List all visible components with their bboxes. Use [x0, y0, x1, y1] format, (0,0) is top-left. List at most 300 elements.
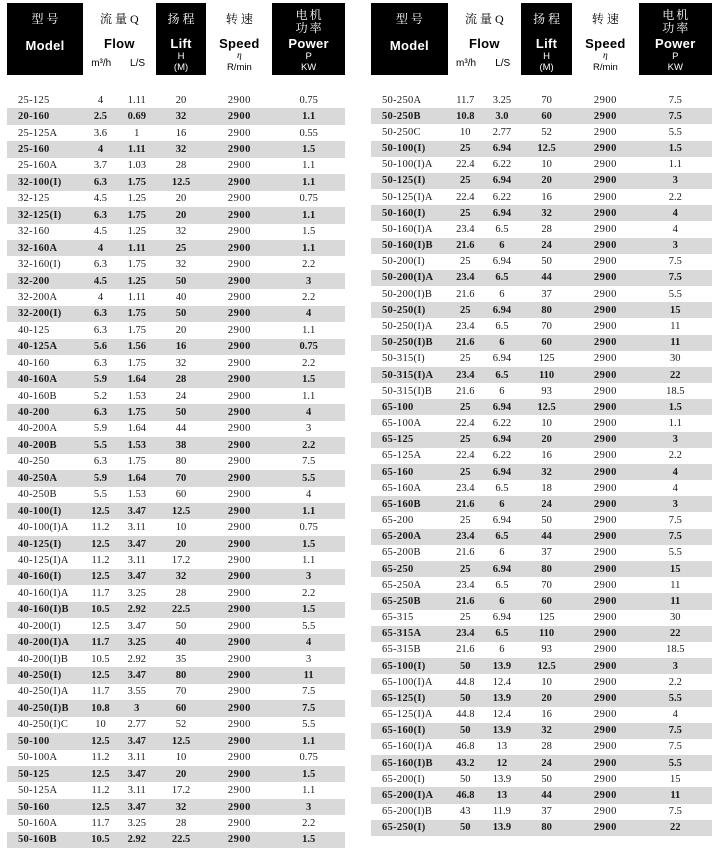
model-cell: 50-250A [382, 94, 422, 106]
power-cell: 1.1 [668, 159, 682, 171]
model-cell: 32-200(I) [18, 308, 62, 320]
model-cell: 65-100A [382, 418, 422, 430]
speed-cell: 2900 [227, 522, 251, 534]
speed-cell: 2900 [593, 369, 617, 381]
flow-m3h-cell: 6.3 [93, 209, 108, 221]
flow-m3h-cell: 11.2 [91, 785, 110, 797]
speed-cell: 2900 [593, 531, 617, 543]
flow-m3h-cell: 6.3 [93, 308, 108, 320]
speed-cell: 2900 [593, 207, 617, 219]
speed-cell: 2900 [593, 628, 617, 640]
power-cell: 4 [672, 223, 678, 235]
flow-m3h-cell: 21.6 [456, 595, 475, 607]
power-cell: 7.5 [668, 531, 682, 543]
lift-cell: 20 [541, 434, 552, 446]
flow-ls-cell: 1.75 [127, 407, 146, 419]
lift-cell: 10 [175, 752, 187, 764]
lift-cell: 50 [541, 515, 552, 527]
flow-m3h-cell: 50 [460, 822, 471, 834]
table-row [7, 684, 345, 700]
lift-cell: 16 [541, 450, 552, 462]
flow-m3h-cell: 25 [460, 143, 471, 155]
flow-ls-cell: 1.75 [127, 324, 146, 336]
power-cell: 3 [306, 423, 312, 435]
flow-ls-cell: 3.25 [492, 94, 512, 106]
speed-cell: 2900 [593, 385, 617, 397]
table-row [7, 224, 345, 240]
lift-cell: 28 [175, 587, 187, 599]
model-cell: 50-315(I) [382, 353, 425, 365]
table-row [7, 552, 345, 568]
lift-cell: 110 [539, 369, 555, 381]
power-cell: 0.55 [299, 127, 318, 139]
flow-ls-cell: 6.22 [492, 159, 512, 171]
lift-cell: 93 [541, 644, 552, 656]
flow-m3h-cell: 10.5 [91, 834, 110, 846]
flow-ls-cell: 6 [499, 240, 505, 252]
lift-cell: 20 [175, 538, 187, 550]
model-cell: 40-160A [18, 374, 58, 386]
flow-ls-cell: 3.47 [127, 670, 146, 682]
flow-m3h-cell: 25 [460, 353, 471, 365]
power-cell: 2.2 [668, 191, 682, 203]
flow-m3h-cell: 25 [460, 612, 471, 624]
flow-m3h-cell: 21.6 [456, 547, 475, 559]
flow-ls-cell: 6 [499, 498, 505, 510]
table-row [7, 371, 345, 387]
flow-m3h-cell: 10.5 [91, 653, 110, 665]
table-row [7, 618, 345, 634]
model-cell: 32-125 [18, 193, 50, 205]
flow-m3h-cell: 12.5 [91, 620, 110, 632]
model-cell: 50-200(I)A [382, 272, 434, 284]
power-cell: 2.2 [668, 450, 682, 462]
model-cell: 65-125(I)A [382, 709, 433, 721]
header-model-cell [7, 3, 83, 75]
power-cell: 1.5 [302, 604, 316, 616]
model-cell: 65-160(I)A [382, 741, 433, 753]
speed-cell: 2900 [227, 554, 251, 566]
flow-ls-cell: 1.11 [127, 144, 146, 156]
power-cell: 18.5 [666, 385, 685, 397]
speed-cell: 2900 [593, 773, 617, 785]
table-row [371, 415, 712, 431]
table-row [371, 157, 712, 173]
flow-ls-cell: 2.92 [127, 653, 146, 665]
power-cell: 0.75 [299, 94, 318, 106]
power-cell: 1.5 [668, 143, 682, 155]
header-lift-cn: 扬程 [533, 12, 564, 26]
power-cell: 5.5 [668, 547, 682, 559]
lift-cell: 22.5 [171, 834, 191, 846]
table-row [371, 238, 712, 254]
lift-cell: 12.5 [171, 505, 191, 517]
speed-cell: 2900 [227, 768, 251, 780]
header-model-cell [371, 3, 448, 75]
table-row [371, 642, 712, 658]
speed-cell: 2900 [227, 226, 251, 238]
model-cell: 40-200 [18, 407, 50, 419]
model-cell: 50-160A [18, 817, 58, 829]
flow-m3h-cell: 4 [97, 242, 104, 254]
lift-cell: 50 [541, 773, 552, 785]
table-row [371, 739, 712, 755]
model-cell: 50-160(I)B [382, 240, 433, 252]
flow-ls-cell: 1.64 [127, 374, 146, 386]
power-cell: 22 [670, 822, 681, 834]
power-cell: 7.5 [302, 456, 316, 468]
power-cell: 2.2 [302, 291, 316, 303]
model-cell: 32-160 [18, 226, 50, 238]
model-cell: 50-200(I)B [382, 288, 433, 300]
header-speed-sub-eta: η [236, 51, 242, 61]
model-cell: 65-125(I) [382, 692, 426, 704]
flow-m3h-cell: 4.5 [93, 193, 108, 205]
speed-cell: 2900 [593, 418, 617, 430]
lift-cell: 60 [541, 595, 552, 607]
model-cell: 65-315 [382, 612, 414, 624]
flow-m3h-cell: 23.4 [456, 482, 475, 494]
model-cell: 32-160(I) [18, 259, 61, 271]
speed-cell: 2900 [227, 604, 251, 616]
header-speed-sub-rmin: R/min [593, 62, 618, 73]
lift-cell: 20 [175, 94, 187, 106]
flow-m3h-cell: 23.4 [456, 579, 475, 591]
flow-m3h-cell: 23.4 [456, 272, 475, 284]
lift-cell: 35 [175, 653, 187, 665]
lift-cell: 80 [541, 304, 552, 316]
table-row [371, 141, 712, 157]
flow-ls-cell: 13 [496, 789, 508, 801]
lift-cell: 20 [175, 768, 187, 780]
table-row [371, 707, 712, 723]
flow-ls-cell: 6 [499, 547, 505, 559]
flow-ls-cell: 1.11 [127, 291, 146, 303]
model-cell: 50-250(I)B [382, 337, 433, 349]
speed-cell: 2900 [227, 407, 251, 419]
flow-m3h-cell: 12.5 [91, 538, 110, 550]
model-cell: 40-250(I)B [18, 702, 69, 714]
power-cell: 2.2 [302, 439, 316, 451]
model-cell: 40-125(I) [18, 538, 62, 550]
table-body-left [7, 92, 345, 848]
flow-ls-cell: 1.53 [127, 439, 146, 451]
flow-m3h-cell: 5.9 [93, 374, 108, 386]
flow-ls-cell: 3.0 [495, 110, 509, 122]
table-row [7, 717, 345, 733]
flow-m3h-cell: 44.8 [456, 676, 475, 688]
flow-ls-cell: 6.94 [492, 401, 512, 413]
speed-cell: 2900 [593, 644, 617, 656]
speed-cell: 2900 [227, 324, 251, 336]
power-cell: 0.75 [299, 193, 318, 205]
header-power-cell [639, 3, 712, 75]
table-row [371, 448, 712, 464]
power-cell: 3 [306, 653, 312, 665]
speed-cell: 2900 [227, 341, 251, 353]
speed-cell: 2900 [227, 423, 251, 435]
table-body-right [371, 92, 712, 836]
lift-cell: 17.2 [171, 785, 191, 797]
speed-cell: 2900 [593, 256, 617, 268]
table-row [371, 545, 712, 561]
power-cell: 5.5 [668, 757, 682, 769]
speed-cell: 2900 [227, 456, 251, 468]
flow-m3h-cell: 25 [460, 175, 471, 187]
power-cell: 22 [670, 369, 681, 381]
lift-cell: 20 [175, 209, 187, 221]
lift-cell: 16 [175, 127, 187, 139]
power-cell: 0.75 [299, 522, 318, 534]
header-lift-cell [156, 3, 207, 75]
header-lift-cn: 扬程 [167, 12, 198, 26]
flow-m3h-cell: 21.6 [456, 498, 475, 510]
table-row [371, 318, 712, 334]
flow-ls-cell: 6.94 [492, 612, 512, 624]
table-row [7, 289, 345, 305]
power-cell: 7.5 [302, 686, 316, 698]
lift-cell: 24 [175, 390, 187, 402]
flow-m3h-cell: 50 [460, 692, 471, 704]
model-cell: 25-125A [18, 127, 58, 139]
table-row [371, 723, 712, 739]
speed-cell: 2900 [593, 515, 617, 527]
header-power-sub-kw: KW [300, 62, 317, 73]
model-cell: 40-250(I)C [18, 719, 69, 731]
flow-m3h-cell: 21.6 [456, 337, 475, 349]
power-cell: 2.2 [302, 357, 316, 369]
power-cell: 15 [670, 773, 681, 785]
model-cell: 65-100 [382, 401, 414, 413]
power-cell: 11 [670, 595, 681, 607]
header-speed-cell [206, 3, 272, 75]
table-row [7, 421, 345, 437]
flow-m3h-cell: 10.8 [456, 110, 475, 122]
lift-cell: 32 [175, 571, 187, 583]
speed-cell: 2900 [593, 126, 617, 138]
header-flow-units [83, 58, 156, 69]
flow-m3h-cell: 21.6 [456, 644, 475, 656]
lift-cell: 37 [541, 288, 552, 300]
table-row [7, 470, 345, 486]
flow-m3h-cell: 11.7 [91, 817, 110, 829]
flow-m3h-cell: 25 [460, 304, 471, 316]
flow-ls-cell: 11.9 [492, 806, 511, 818]
table-row [371, 820, 712, 836]
speed-cell: 2900 [227, 308, 251, 320]
flow-ls-cell: 6.94 [492, 563, 512, 575]
flow-ls-cell: 3.25 [127, 817, 146, 829]
model-cell: 40-125A [18, 341, 58, 353]
power-cell: 2.2 [668, 676, 682, 688]
flow-ls-cell: 6.5 [495, 579, 509, 591]
model-cell: 40-160(I) [18, 571, 62, 583]
flow-m3h-cell: 12.5 [91, 768, 110, 780]
header-model-en: Model [389, 38, 429, 53]
table-row [371, 561, 712, 577]
model-cell: 50-200(I) [382, 256, 425, 268]
lift-cell: 52 [175, 719, 187, 731]
power-cell: 1.5 [302, 768, 316, 780]
speed-cell: 2900 [593, 676, 617, 688]
model-cell: 65-200(I)B [382, 806, 433, 818]
model-cell: 50-100(I)A [382, 159, 433, 171]
flow-m3h-cell: 11.7 [91, 686, 110, 698]
table-row [7, 454, 345, 470]
flow-m3h-cell: 4.5 [93, 226, 108, 238]
model-cell: 65-200B [382, 547, 421, 559]
speed-cell: 2900 [593, 401, 617, 413]
speed-cell: 2900 [593, 272, 617, 284]
flow-ls-cell: 1.75 [127, 456, 146, 468]
lift-cell: 70 [175, 472, 187, 484]
flow-ls-cell: 3.25 [127, 637, 146, 649]
table-row [371, 399, 712, 415]
flow-ls-cell: 1.75 [127, 209, 146, 221]
header-flow-cell [448, 3, 521, 75]
flow-m3h-cell: 4 [97, 94, 104, 106]
flow-ls-cell: 1.56 [127, 341, 146, 353]
header-model-cn: 型号 [395, 12, 426, 26]
header-power-cn1: 电机 [662, 8, 691, 22]
flow-ls-cell: 3.55 [127, 686, 146, 698]
flow-ls-cell: 13.9 [492, 660, 512, 672]
table-row [7, 503, 345, 519]
lift-cell: 52 [541, 126, 552, 138]
model-cell: 65-250B [382, 595, 421, 607]
speed-cell: 2900 [227, 275, 251, 287]
lift-cell: 70 [175, 686, 187, 698]
speed-cell: 2900 [227, 719, 251, 731]
flow-m3h-cell: 11.2 [91, 522, 110, 534]
header-flow-units [448, 58, 521, 69]
speed-cell: 2900 [593, 660, 617, 672]
lift-cell: 60 [541, 110, 552, 122]
flow-m3h-cell: 23.4 [456, 531, 475, 543]
flow-ls-cell: 3.11 [127, 785, 146, 797]
flow-m3h-cell: 10 [95, 719, 106, 731]
flow-ls-cell: 6.22 [492, 191, 512, 203]
model-cell: 50-250B [382, 110, 421, 122]
flow-ls-cell: 3.11 [127, 752, 146, 764]
flow-m3h-cell: 25 [460, 515, 471, 527]
table-row [7, 667, 345, 683]
model-cell: 65-200 [382, 515, 414, 527]
lift-cell: 60 [175, 489, 187, 501]
power-cell: 5.5 [302, 620, 316, 632]
speed-cell: 2900 [593, 482, 617, 494]
model-cell: 40-200(I) [18, 620, 61, 632]
speed-cell: 2900 [593, 741, 617, 753]
model-cell: 50-125(I) [382, 175, 426, 187]
speed-cell: 2900 [593, 304, 617, 316]
power-cell: 1.1 [302, 176, 316, 188]
table-row [371, 92, 712, 108]
header-flow-unit-m3h: m³/h [91, 58, 112, 69]
speed-cell: 2900 [227, 176, 251, 188]
power-cell: 2.2 [302, 259, 316, 271]
speed-cell: 2900 [227, 390, 251, 402]
lift-cell: 37 [541, 806, 552, 818]
speed-cell: 2900 [593, 110, 617, 122]
lift-cell: 12.5 [171, 735, 191, 747]
model-cell: 25-125 [18, 94, 50, 106]
speed-cell: 2900 [227, 785, 251, 797]
model-cell: 40-160(I)B [18, 604, 69, 616]
flow-ls-cell: 2.92 [127, 604, 146, 616]
speed-cell: 2900 [593, 547, 617, 559]
lift-cell: 12.5 [537, 660, 556, 672]
table-row [7, 832, 345, 848]
speed-cell: 2900 [227, 259, 251, 271]
lift-cell: 32 [541, 725, 552, 737]
flow-m3h-cell: 11.7 [91, 637, 110, 649]
power-cell: 3 [672, 660, 678, 672]
model-cell: 50-100(I) [382, 143, 426, 155]
table-row [371, 529, 712, 545]
lift-cell: 24 [541, 498, 552, 510]
power-cell: 1.5 [668, 401, 682, 413]
model-cell: 65-160B [382, 498, 421, 510]
lift-cell: 80 [541, 822, 552, 834]
flow-m3h-cell: 46.8 [456, 741, 475, 753]
lift-cell: 20 [175, 193, 187, 205]
model-cell: 40-250(I) [18, 670, 62, 682]
power-cell: 11 [670, 579, 681, 591]
power-cell: 30 [670, 353, 681, 365]
lift-cell: 32 [175, 357, 187, 369]
table-row [7, 158, 345, 174]
lift-cell: 16 [541, 191, 552, 203]
speed-cell: 2900 [593, 563, 617, 575]
table-row [371, 690, 712, 706]
lift-cell: 22.5 [171, 604, 191, 616]
power-cell: 7.5 [668, 110, 682, 122]
flow-ls-cell: 6 [499, 644, 505, 656]
flow-ls-cell: 1.11 [127, 94, 146, 106]
power-cell: 18.5 [666, 644, 685, 656]
lift-cell: 24 [541, 240, 552, 252]
flow-m3h-cell: 22.4 [456, 159, 475, 171]
lift-cell: 28 [175, 374, 187, 386]
power-cell: 3 [306, 801, 312, 813]
model-cell: 50-160 [18, 801, 50, 813]
speed-cell: 2900 [227, 505, 251, 517]
header-power-cn2: 功率 [662, 21, 691, 35]
flow-ls-cell: 6.5 [495, 482, 509, 494]
power-cell: 5.5 [302, 472, 316, 484]
flow-m3h-cell: 46.8 [456, 789, 475, 801]
power-cell: 7.5 [668, 806, 682, 818]
table-row [7, 602, 345, 618]
lift-cell: 37 [541, 547, 552, 559]
flow-m3h-cell: 4.5 [93, 275, 108, 287]
flow-ls-cell: 2.77 [127, 719, 146, 731]
speed-cell: 2900 [227, 587, 251, 599]
model-cell: 25-160A [18, 160, 58, 172]
flow-ls-cell: 12 [496, 757, 508, 769]
power-cell: 7.5 [668, 94, 682, 106]
lift-cell: 60 [541, 337, 552, 349]
lift-cell: 80 [175, 456, 187, 468]
speed-cell: 2900 [227, 242, 251, 254]
speed-cell: 2900 [227, 752, 251, 764]
header-power-en: Power [655, 36, 696, 51]
header-lift-sub-h: H [177, 51, 185, 62]
model-cell: 65-315A [382, 628, 422, 640]
flow-ls-cell: 3.11 [127, 522, 146, 534]
speed-cell: 2900 [227, 686, 251, 698]
